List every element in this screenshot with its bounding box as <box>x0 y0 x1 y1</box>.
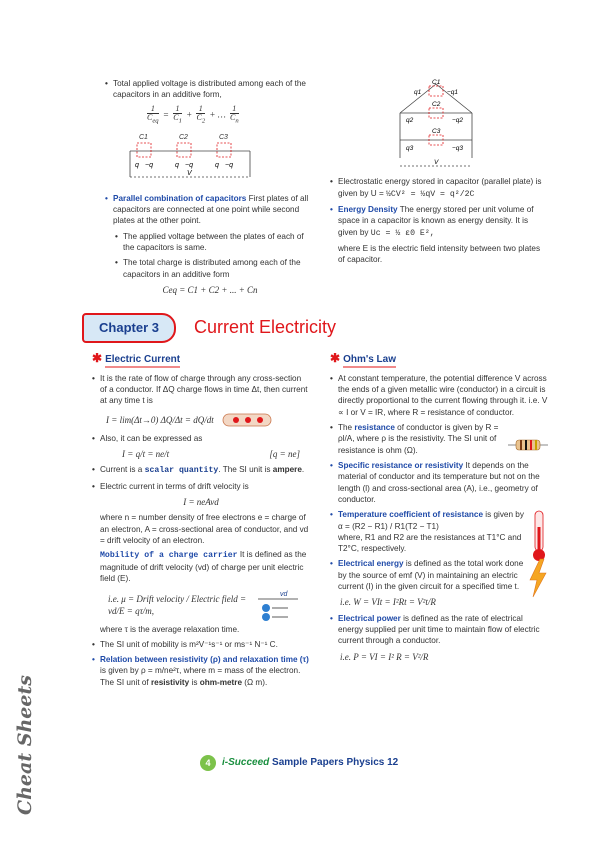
list-item: • The applied voltage between the plates of each of the capacitors is same. <box>105 231 315 254</box>
mobility-formula: i.e. μ = Drift velocity / Electric field = vd/E = qτ/m, <box>108 593 247 617</box>
cap-label: C2 <box>432 101 441 108</box>
section-heading: ✱ Electric Current <box>92 350 310 367</box>
mobility-title: Mobility of a charge carrier <box>100 551 238 561</box>
current-def: It is the rate of flow of charge through any cross-section of a conductor. If ΔQ charge flows in time Δt, then current at any time t is <box>100 373 308 406</box>
specific-resistance-title: Specific resistance <box>338 460 413 470</box>
mobility-text: It is defined as the magnitude of drift velocity (vd) of charge per unit electric field (E). <box>100 550 307 584</box>
chapter-label: Chapter 3 <box>99 320 159 336</box>
drift-electron-icon <box>254 588 302 622</box>
list-item: • The total charge is distributed among each of the capacitors in an additive form <box>105 257 315 280</box>
density-text: The energy stored per unit volume of space in a capacitor is known as energy density. It is given by <box>338 204 534 237</box>
ohms-law-def: At constant temperature, the potential difference V across the ends of a given metallic wire (conductor) in a circuit is directly proportional to the current flowing through it. i.e. V ∝ I or V = IR, where R = resistance of conductor. <box>338 373 548 417</box>
list-item: • Relation between resistivity (ρ) and relaxation time (τ) is given by ρ = m/ne²τ, where m = mass of the electron. The SI unit of resistivity is ohm-metre (Ω m). <box>92 654 309 687</box>
voltage-label: V <box>187 170 192 178</box>
energy-formula: ½CV² = ½qV = q²/2C <box>386 189 475 199</box>
cap-label: C3 <box>432 128 441 135</box>
charge-note: [q = ne] <box>269 449 300 460</box>
resistance-term: resistance <box>354 423 395 433</box>
list-item: • Electrostatic energy stored in capacitor (parallel plate) is given by U = ½CV² = ½qV = q²/2C <box>330 177 542 199</box>
charge-label: q <box>135 162 139 170</box>
charge-label: q <box>215 162 219 170</box>
si-unit-ampere: ampere <box>272 465 302 475</box>
star-icon: ✱ <box>92 351 103 365</box>
star-icon: ✱ <box>330 351 341 365</box>
chapter-badge <box>82 313 176 343</box>
series-capacitor-diagram <box>125 129 255 185</box>
charge-label: −q1 <box>447 89 459 96</box>
cap-label: C2 <box>179 134 188 142</box>
current-q-formula: I = q/t = ne/t <box>122 449 170 460</box>
scalar-term: scalar quantity <box>144 466 219 476</box>
power-formula: i.e. P = VI = I² R = V²/R <box>340 651 429 662</box>
list-item: • At constant temperature, the potential difference V across the ends of a given metallic wire (conductor) in a circuit is directly proportional to the current flowing through it. i.e. V ∝ I or V = IR, where R = resistance of conductor. <box>330 373 548 417</box>
list-item: • It is the rate of flow of charge through any cross-section of a conductor. If ΔQ charge flows in time Δt, then current at any time t is <box>92 373 310 407</box>
section-heading: ✱ Ohm's Law <box>330 350 548 367</box>
series-intro: Total applied voltage is distributed among each of the capacitors in an additive form, <box>113 79 306 100</box>
charge-label: q1 <box>414 89 422 96</box>
side-label: Cheat Sheets <box>14 675 36 815</box>
series-formula: $\frac{1}{C_{eq}}$ = $\frac{1}{C_1}$ + $\frac{1}{C_2}$ + … $\frac{1}{C_n}$ <box>147 103 239 126</box>
temp-coeff-title: Temperature coefficient of resistance <box>338 510 483 520</box>
parallel-capacitor-diagram <box>392 78 482 173</box>
list-item: • Temperature coefficient of resistance is given by α = (R2 − R1) / R1(T2 − T1) where, R1 and R2 are the resistances at T1°C and T2°C, respectively. <box>330 509 548 554</box>
right-column <box>330 350 548 667</box>
charge-label: q2 <box>406 117 414 124</box>
energy-text: Electrostatic energy stored in capacitor (parallel plate) is given by U = <box>338 177 542 198</box>
list-item: • Energy Density The energy stored per unit volume of space in a capacitor is known as energy density. It is given by Uc = ½ ε0 E², <box>330 204 534 238</box>
list-item: • Electrical energy is defined as the total work done by the source of emf (V) in maintaining an electric current (I) in the given circuit for a specified time t. <box>330 558 548 592</box>
si-mobility: The SI unit of mobility is m²V⁻¹s⁻¹ or ms⁻¹ N⁻¹ C. <box>100 639 278 649</box>
charge-label: −q <box>185 162 193 170</box>
list-item: • Parallel combination of capacitors First plates of all capacitors are connected at one point while second plates at the other point. <box>105 193 309 226</box>
list-item: • Specific resistance or resistivity It depends on the material of conductor and its temperature but not on the length (l) and cross-sectional area (A), i.e., geometry of conductor. <box>330 460 540 504</box>
cap-label: C1 <box>139 134 148 142</box>
thermometer-icon <box>530 509 548 563</box>
chapter-title: Current Electricity <box>194 317 337 337</box>
chapter-header <box>82 313 552 341</box>
charge-label: q <box>175 162 179 170</box>
lightning-icon <box>528 558 548 598</box>
formula-row <box>106 411 310 429</box>
formula-row <box>108 588 310 622</box>
brand: i-Succeed <box>222 757 270 769</box>
list-item: • Electric current in terms of drift velocity is <box>92 481 249 491</box>
formula-row <box>122 448 300 460</box>
parallel-b1: The applied voltage between the plates of each of the capacitors is same. <box>123 231 304 252</box>
density-where: where E is the electric field intensity between two plates of capacitor. <box>338 243 541 265</box>
cap-label: C1 <box>432 79 441 86</box>
list-item: • Electrical power is defined as the rate of electrical energy supplied per unit time to maintain flow of electric current through a conductor. <box>330 613 540 646</box>
density-title: Energy Density <box>338 204 398 214</box>
list-item: • Total applied voltage is distributed among each of the capacitors in an additive form, <box>105 78 315 101</box>
list-item: • The SI unit of mobility is m²V⁻¹s⁻¹ or ms⁻¹ N⁻¹ C. <box>92 639 278 649</box>
expressed-as: Also, it can be expressed as <box>100 433 203 443</box>
charge-label: −q2 <box>452 117 464 124</box>
drift-formula: I = neAvd <box>183 497 219 508</box>
footer-title: i-Succeed Sample Papers Physics 12 <box>222 757 399 769</box>
left-column <box>92 350 310 692</box>
electrical-energy-title: Electrical energy <box>338 559 404 569</box>
density-formula: Uc = ½ ε0 E², <box>370 228 435 238</box>
parallel-formula: Ceq = C1 + C2 + ... + Cn <box>162 284 258 295</box>
relation-title: Relation between resistivity (ρ) and relaxation time (τ) <box>100 654 309 664</box>
wire-electrons-icon <box>222 411 272 429</box>
drift-where: where n = number density of free electrons e = charge of an electron, A = cross-sectional area of conductor, and vd = drift velocity of an electron. <box>100 513 309 546</box>
drift-intro: Electric current in terms of drift velocity is <box>100 481 249 491</box>
parallel-title: Parallel combination of capacitors <box>113 193 247 203</box>
charge-label: q3 <box>406 145 414 152</box>
list-item: • Also, it can be expressed as <box>92 433 203 443</box>
top-right-column <box>330 78 545 266</box>
list-item: • The resistance of conductor is given by R = ρl/A, where ρ is the resistivity. The SI unit of resistance is ohm (Ω). <box>330 422 548 456</box>
mobility-where: where τ is the average relaxation time. <box>100 625 240 635</box>
cap-label: C3 <box>219 134 228 142</box>
voltage-label: V <box>434 159 439 166</box>
current-limit-formula: I = lim(Δt→0) ΔQ/Δt = dQ/dt <box>106 414 214 425</box>
energy-formula: i.e. W = VIt = I²Rt = V²t/R <box>340 597 436 608</box>
electrical-power-title: Electrical power <box>338 613 401 623</box>
charge-label: −q <box>225 162 233 170</box>
charge-label: −q <box>145 162 153 170</box>
parallel-text: First plates of all capacitors are connected at one point while second plates at the other point. <box>113 193 309 226</box>
footer <box>200 755 398 771</box>
resistor-icon <box>508 438 548 452</box>
vd-label: vd <box>280 591 288 599</box>
parallel-b2: The total charge is distributed among each of the capacitors in an additive form <box>123 258 301 279</box>
page-number: 4 <box>200 755 216 771</box>
list-item: • Current is a scalar quantity. The SI unit is ampere. <box>92 465 305 476</box>
charge-label: −q3 <box>452 145 464 152</box>
top-left-column <box>105 78 315 300</box>
